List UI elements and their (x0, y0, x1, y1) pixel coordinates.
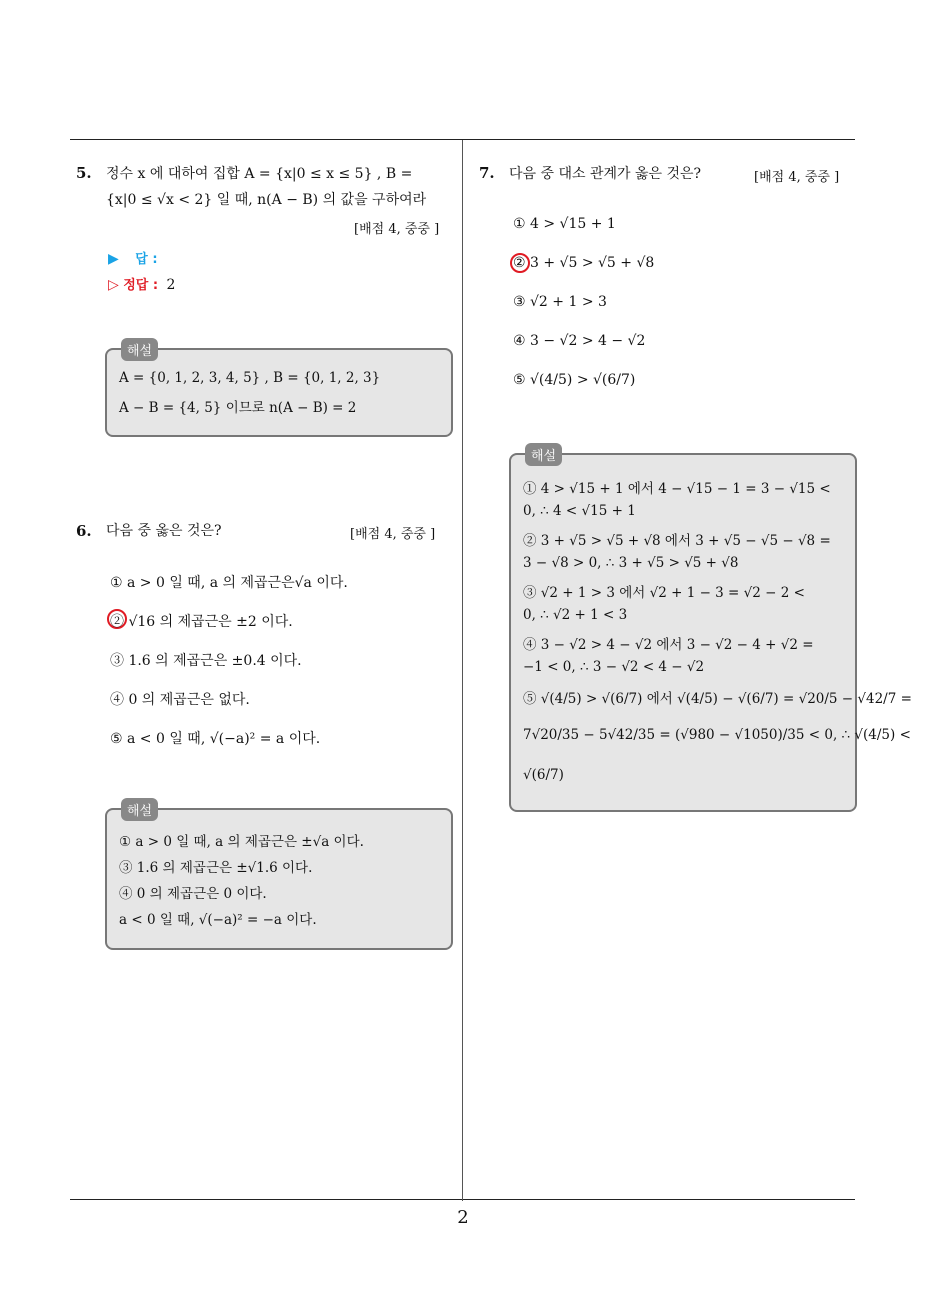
q6-option-3[interactable]: ③ 1.6 의 제곱근은 ±0.4 이다. (110, 653, 302, 669)
q7-explain-line: 3 − √8 > 0, ∴ 3 + √5 > √5 + √8 (523, 555, 739, 571)
page-number: 2 (457, 1207, 469, 1228)
q7-number: 7. (479, 164, 495, 182)
q7-explanation-box (509, 449, 912, 812)
q6-option-2[interactable]: ② √16 의 제곱근은 ±2 이다. (110, 614, 293, 630)
q5-meta: [배점 4, 중중 ] (354, 222, 440, 237)
q6-meta: [배점 4, 중중 ] (350, 527, 436, 542)
q7-meta: [배점 4, 중중 ] (754, 170, 840, 185)
q7-option-1[interactable]: ① 4 > √15 + 1 (513, 216, 616, 232)
q5-line2: {x|0 ≤ √x < 2} 일 때, n(A − B) 의 값을 구하여라 (106, 192, 427, 208)
q5-line1: 정수 x 에 대하여 집합 A = {x|0 ≤ x ≤ 5} , B = (106, 166, 413, 182)
play-icon: ▶ (108, 251, 119, 267)
q5-number: 5. (76, 164, 92, 182)
q7-explain-line: ① 4 > √15 + 1 에서 4 − √15 − 1 = 3 − √15 < (523, 481, 831, 497)
q6-explain-line: ① a > 0 일 때, a 의 제곱근은 ±√a 이다. (119, 834, 364, 850)
q7-explain-line: ④ 3 − √2 > 4 − √2 에서 3 − √2 − 4 + √2 = (523, 637, 814, 653)
q5-correct-value: 2 (166, 277, 176, 293)
q5-explanation-box (105, 344, 453, 437)
q7-explain-line: 0, ∴ √2 + 1 < 3 (523, 607, 628, 623)
q7-explain-tag: 해설 (525, 443, 562, 466)
play-outline-icon: ▷ (108, 277, 119, 293)
q7-text: 다음 중 대소 관계가 옳은 것은? (509, 166, 702, 182)
q5-explain-tag: 해설 (121, 338, 158, 361)
column-divider (462, 140, 463, 1201)
q6-option-1[interactable]: ① a > 0 일 때, a 의 제곱근은√a 이다. (110, 575, 348, 591)
q7-option-4[interactable]: ④ 3 − √2 > 4 − √2 (513, 333, 646, 349)
q5-correct-row (108, 274, 175, 293)
q6-option-4[interactable]: ④ 0 의 제곱근은 없다. (110, 692, 250, 708)
q7-option-5[interactable]: ⑤ √(4/5) > √(6/7) (513, 372, 636, 388)
q6-explanation-box (105, 804, 453, 950)
q6-explain-line: ③ 1.6 의 제곱근은 ±√1.6 이다. (119, 860, 313, 876)
q6-explain-tag: 해설 (121, 798, 158, 821)
q6-explain-line: ④ 0 의 제곱근은 0 이다. (119, 886, 267, 902)
q5-answer-row (108, 248, 158, 267)
q5-explain-line: A = {0, 1, 2, 3, 4, 5} , B = {0, 1, 2, 3} (119, 370, 381, 386)
q7-explain-line: ⑤ √(4/5) > √(6/7) 에서 √(4/5) − √(6/7) = √20/5 − √42/7 = (523, 691, 912, 707)
q7-explain-line: 0, ∴ 4 < √15 + 1 (523, 503, 636, 519)
q7-explain-line: −1 < 0, ∴ 3 − √2 < 4 − √2 (523, 659, 705, 675)
q7-explain-line: ② 3 + √5 > √5 + √8 에서 3 + √5 − √5 − √8 = (523, 533, 831, 549)
q7-option-2[interactable]: ② 3 + √5 > √5 + √8 (513, 255, 655, 271)
q7-explain-line: √(6/7) (523, 767, 564, 783)
q6-number: 6. (76, 522, 92, 540)
q5-correct-label: 정답 : (123, 278, 159, 293)
q7-explain-line: 7√20/35 − 5√42/35 = (√980 − √1050)/35 < 0, ∴ √(4/5) < (523, 727, 911, 743)
q7-explain-line: ③ √2 + 1 > 3 에서 √2 + 1 − 3 = √2 − 2 < (523, 585, 805, 601)
q6-explain-line: a < 0 일 때, √(−a)² = −a 이다. (119, 912, 317, 928)
q5-answer-label: 답 : (135, 252, 158, 267)
q5-explain-line: A − B = {4, 5} 이므로 n(A − B) = 2 (119, 400, 357, 416)
q7-option-3[interactable]: ③ √2 + 1 > 3 (513, 294, 607, 310)
q6-text: 다음 중 옳은 것은? (106, 523, 222, 539)
q6-option-5[interactable]: ⑤ a < 0 일 때, √(−a)² = a 이다. (110, 731, 321, 747)
